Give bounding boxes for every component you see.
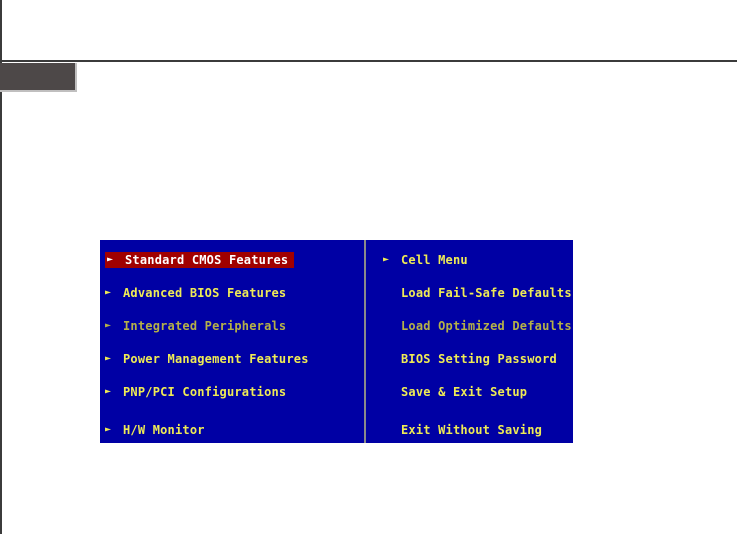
menu-item-save-exit-setup[interactable] (366, 375, 573, 408)
menu-item-advanced-bios-features[interactable] (100, 276, 364, 309)
bios-main-menu (100, 240, 573, 443)
menu-item-standard-cmos-features[interactable] (100, 243, 364, 276)
menu-item-integrated-peripherals[interactable] (100, 309, 364, 342)
menu-item-label: PNP/PCI Configurations (123, 384, 287, 399)
submenu-arrow-icon: ► (105, 286, 112, 298)
menu-item-load-optimized-defaults[interactable] (366, 309, 573, 342)
menu-item-pnp-pci-configurations[interactable] (100, 375, 364, 408)
menu-item-cell-menu[interactable] (366, 243, 573, 276)
menu-item-label: Load Fail-Safe Defaults (401, 285, 572, 300)
menu-item-hw-monitor[interactable] (100, 419, 364, 441)
menu-left-column (100, 240, 364, 443)
chapter-tab (0, 63, 77, 92)
menu-item-label: Load Optimized Defaults (401, 318, 572, 333)
menu-item-label: Standard CMOS Features (125, 252, 289, 267)
submenu-arrow-icon: ► (383, 253, 390, 265)
submenu-arrow-icon: ► (107, 253, 114, 265)
menu-item-exit-without-saving[interactable] (366, 419, 573, 441)
menu-item-label: Exit Without Saving (401, 423, 543, 437)
selection-highlight (105, 252, 294, 268)
top-horizontal-rule (0, 60, 737, 62)
menu-item-label: Cell Menu (401, 252, 468, 267)
menu-item-bios-setting-password[interactable] (366, 342, 573, 375)
menu-item-load-fail-safe-defaults[interactable] (366, 276, 573, 309)
menu-item-label: Advanced BIOS Features (123, 285, 287, 300)
menu-item-power-management-features[interactable] (100, 342, 364, 375)
menu-item-label: BIOS Setting Password (401, 351, 557, 366)
menu-item-label: Power Management Features (123, 351, 309, 366)
submenu-arrow-icon: ► (105, 424, 112, 435)
menu-item-label: Save & Exit Setup (401, 384, 528, 399)
submenu-arrow-icon: ► (105, 319, 112, 331)
menu-item-label: Integrated Peripherals (123, 318, 287, 333)
submenu-arrow-icon: ► (105, 385, 112, 397)
menu-right-column (366, 240, 573, 443)
submenu-arrow-icon: ► (105, 352, 112, 364)
menu-item-label: H/W Monitor (123, 423, 205, 437)
